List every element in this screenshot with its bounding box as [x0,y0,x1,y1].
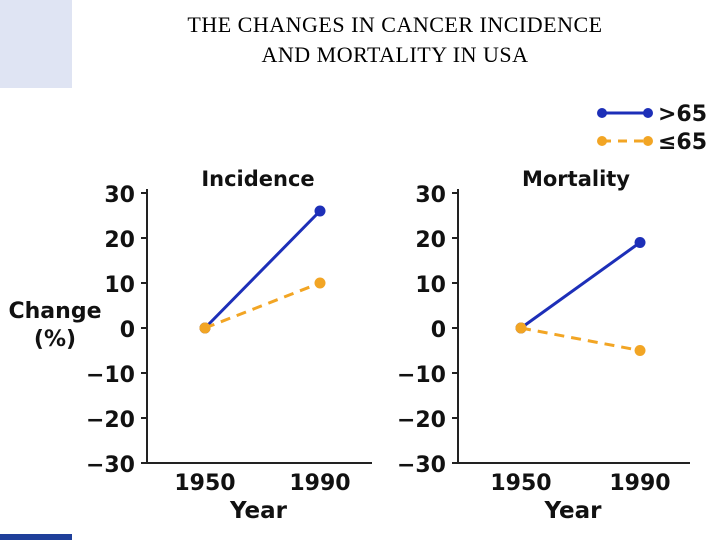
y-tick-label: 20 [415,228,446,253]
y-tick-label: 0 [119,318,135,343]
legend-label: ≤65 [658,130,708,155]
x-axis-label: Year [544,498,602,524]
data-point [315,278,326,289]
data-point [200,323,211,334]
chart-title: Mortality [521,167,631,191]
x-tick-label: 1990 [609,471,671,496]
legend-swatch-point [643,136,653,146]
y-axis-label: (%) [33,327,77,352]
y-tick-label: −10 [85,363,135,388]
y-tick-label: −30 [396,453,446,478]
legend-label: >65 [658,102,708,127]
title-line-1: THE CHANGES IN CANCER INCIDENCE [187,12,603,37]
y-tick-label: 10 [104,273,135,298]
data-point [516,323,527,334]
series-line [521,328,640,351]
y-tick-label: 30 [104,183,135,208]
legend-swatch-point [597,136,607,146]
y-tick-label: 20 [104,228,135,253]
x-tick-label: 1950 [490,471,552,496]
data-point [635,237,646,248]
y-tick-label: −20 [85,408,135,433]
y-tick-label: −30 [85,453,135,478]
chart-title: Incidence [201,167,315,191]
data-point [315,206,326,217]
title-line-2: AND MORTALITY IN USA [261,42,529,67]
legend-swatch-point [643,108,653,118]
x-axis-label: Year [229,498,288,524]
x-tick-label: 1950 [174,471,236,496]
y-tick-label: −20 [396,408,446,433]
data-point [635,345,646,356]
y-tick-label: 10 [415,273,446,298]
series-line [521,243,640,329]
y-axis-label: Change [8,299,102,324]
legend-swatch-point [597,108,607,118]
series-line [205,283,320,328]
x-tick-label: 1990 [289,471,351,496]
y-tick-label: 30 [415,183,446,208]
y-tick-label: 0 [430,318,446,343]
series-line [205,211,320,328]
y-tick-label: −10 [396,363,446,388]
